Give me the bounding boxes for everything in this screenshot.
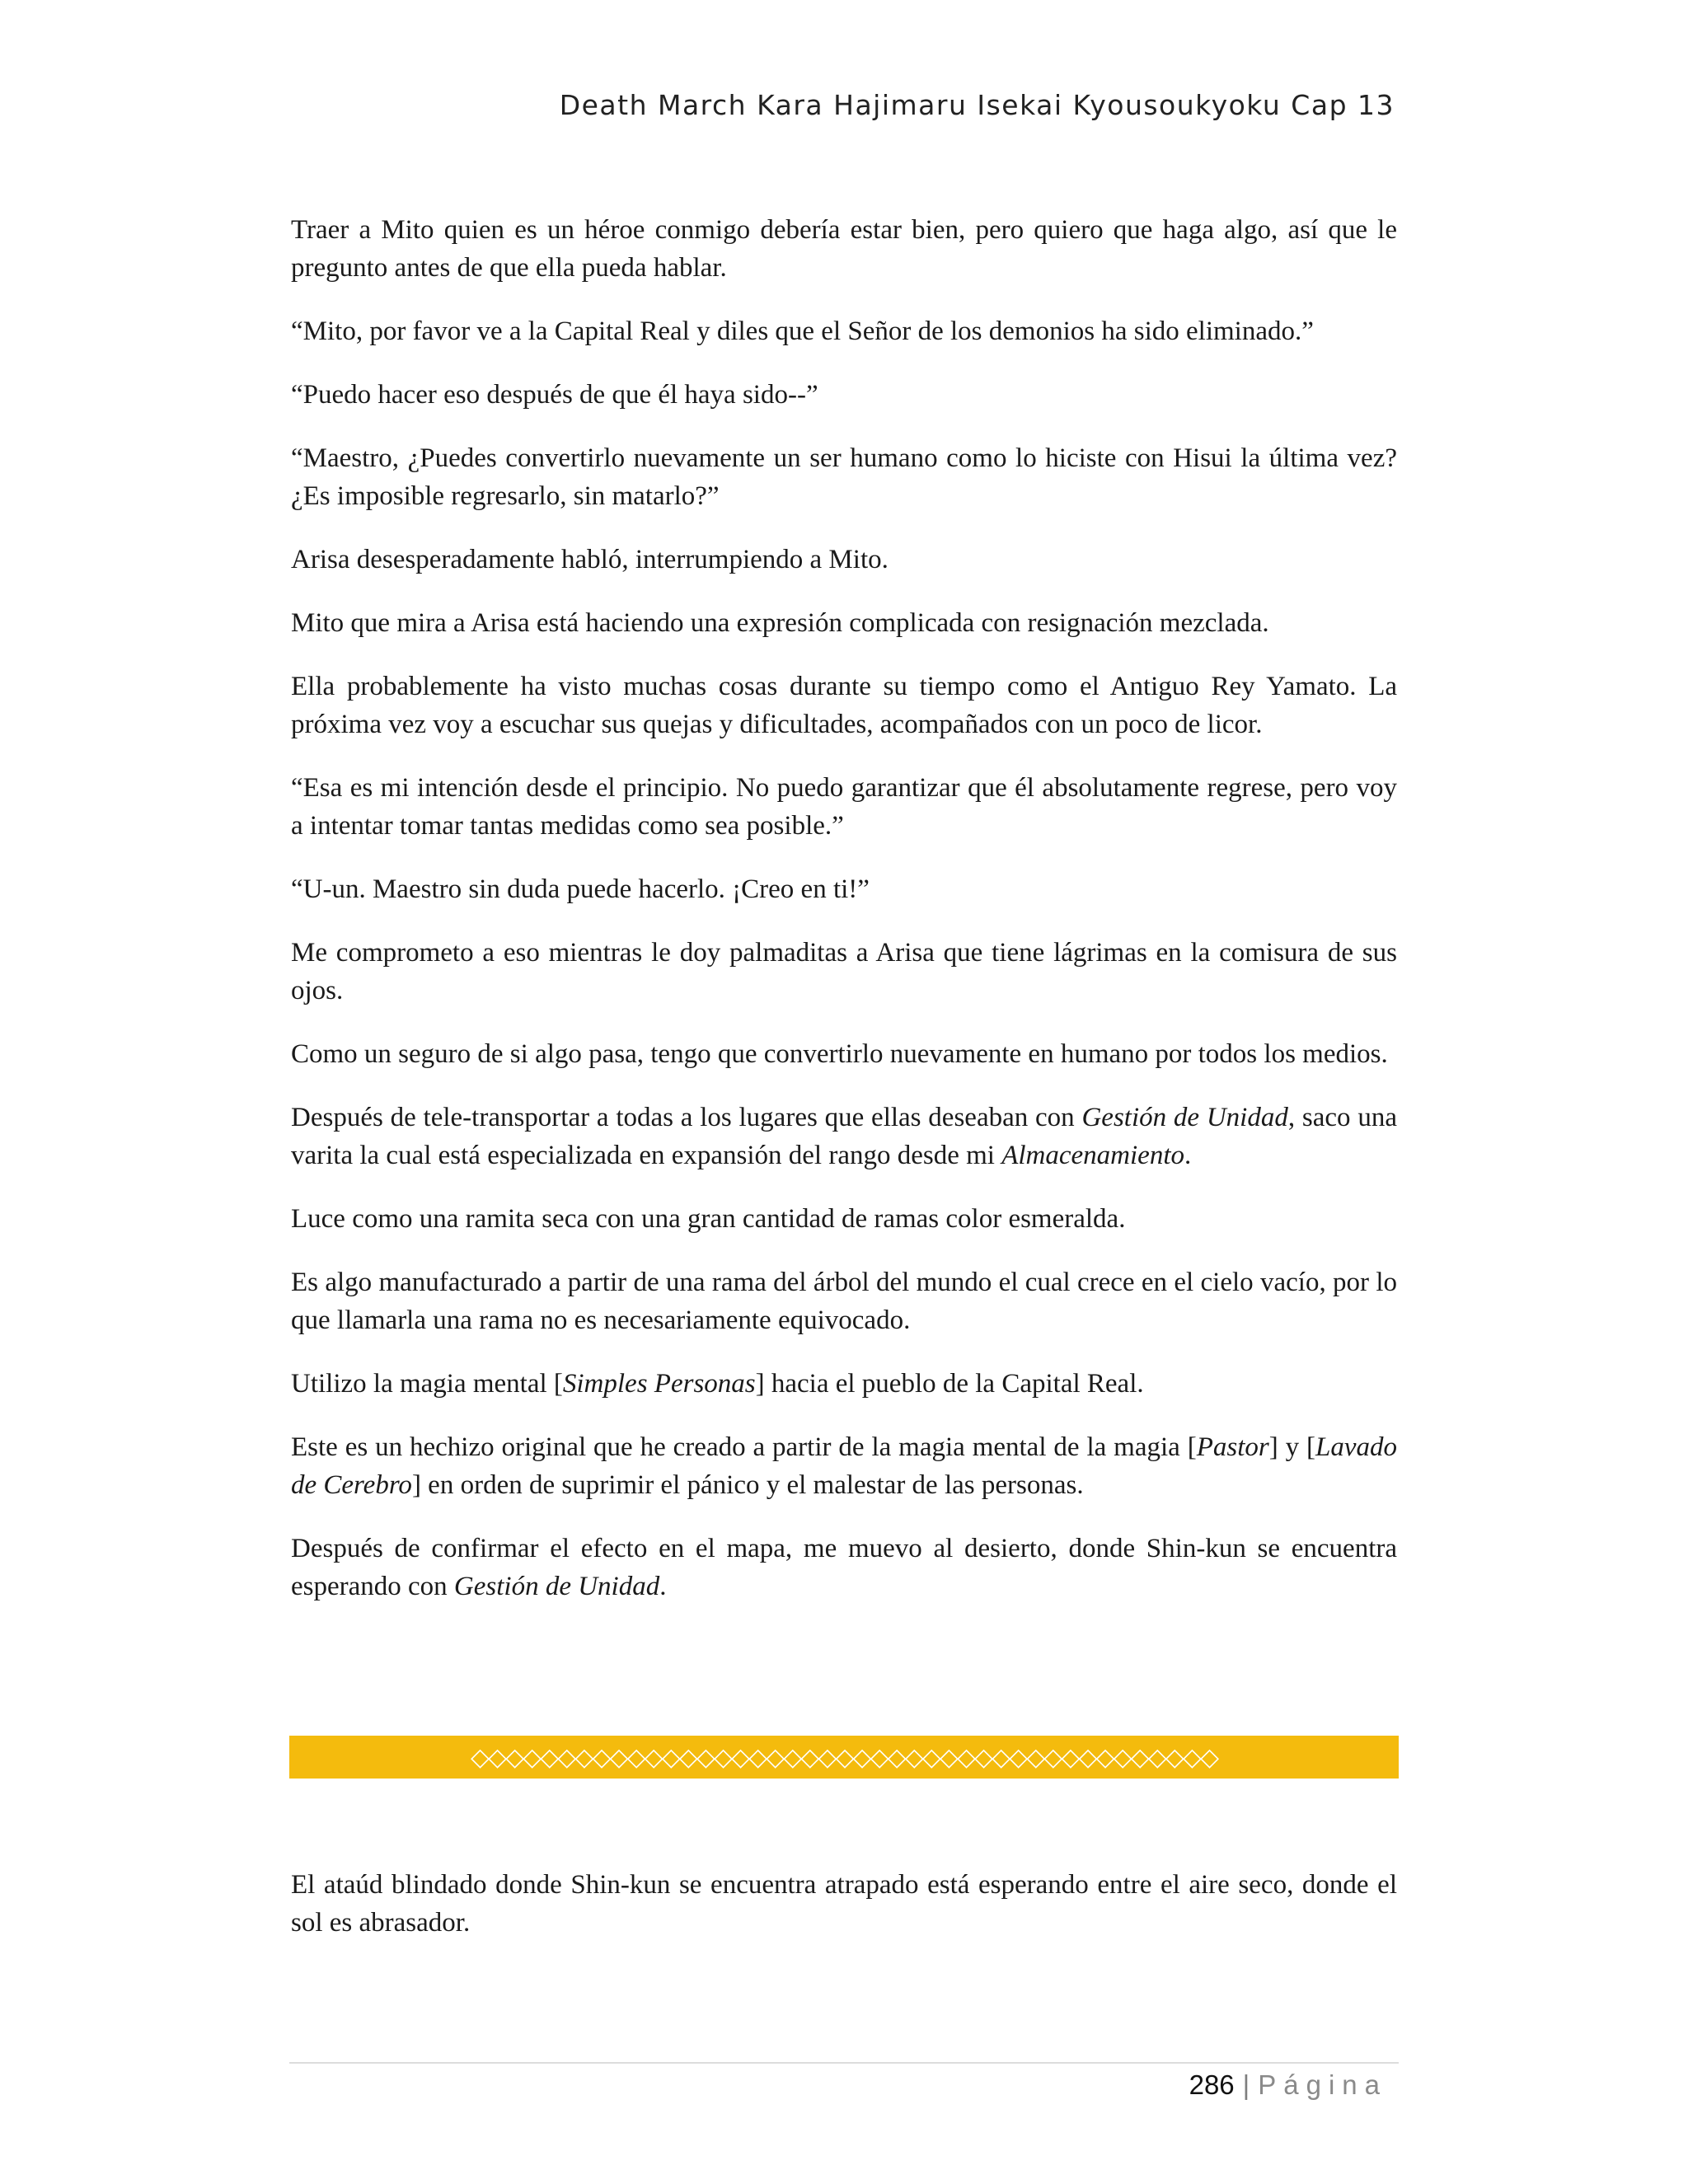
text-run: ] en orden de suprimir el pánico y el malestar de las personas. (411, 1470, 1084, 1500)
running-header: Death March Kara Hajimaru Isekai Kyousoukyoku Cap 13 (559, 89, 1395, 121)
paragraph (291, 1099, 1397, 1174)
paragraph (291, 1866, 1397, 1942)
page-footer (1189, 2069, 1387, 2101)
text-run: “U-un. Maestro sin duda puede hacerlo. ¡Creo en ti!” (291, 874, 870, 904)
chapter-body-continued (291, 1866, 1397, 1942)
text-run: ] hacia el pueblo de la Capital Real. (755, 1369, 1144, 1399)
text-run: Después de confirmar el efecto en el mapa, me muevo al desierto, donde Shin-kun se encuentra esperando con (291, 1534, 1397, 1601)
text-run: Utilizo la magia mental [ (291, 1369, 563, 1399)
page-number: 286 (1189, 2069, 1235, 2100)
italic-text: Simples Personas (562, 1369, 756, 1399)
paragraph (291, 934, 1397, 1010)
scene-break-divider: ◇◇◇◇◇◇◇◇◇◇◇◇◇◇◇◇◇◇◇◇◇◇◇◇◇◇◇◇◇◇◇◇◇◇◇◇◇◇◇◇◇◇◇ (289, 1736, 1399, 1779)
italic-text: Almacenamiento (1001, 1141, 1184, 1170)
italic-text: Gestión de Unidad (1081, 1103, 1288, 1132)
text-run: ] y [ (1268, 1432, 1315, 1462)
paragraph (291, 312, 1397, 350)
italic-text: Lavado de Cerebro (291, 1432, 1397, 1500)
paragraph (291, 870, 1397, 908)
page-label: Página (1258, 2069, 1387, 2100)
text-run: . (659, 1572, 667, 1601)
text-run: “Mito, por favor ve a la Capital Real y diles que el Señor de los demonios ha sido eliminado.” (291, 316, 1314, 346)
paragraph (291, 1263, 1397, 1339)
paragraph (291, 1200, 1397, 1238)
text-run: Luce como una ramita seca con una gran cantidad de ramas color esmeralda. (291, 1204, 1126, 1234)
paragraph (291, 439, 1397, 515)
paragraph (291, 211, 1397, 287)
text-run: Ella probablemente ha visto muchas cosas durante su tiempo como el Antiguo Rey Yamato. La próxima vez voy a escuchar sus quejas y dificultades, acompañados con un poco de licor. (291, 672, 1397, 739)
text-run: “Esa es mi intención desde el principio. No puedo garantizar que él absolutamente regrese, pero voy a intentar tomar tantas medidas como sea posible.” (291, 773, 1397, 841)
paragraph (291, 1365, 1397, 1403)
paragraph (291, 1035, 1397, 1073)
text-run: , saco una varita la cual está especializada en expansión del rango desde mi (291, 1103, 1397, 1170)
italic-text: Pastor (1196, 1432, 1269, 1462)
paragraph (291, 668, 1397, 743)
paragraph (291, 541, 1397, 579)
text-run: Arisa desesperadamente habló, interrumpiendo a Mito. (291, 545, 889, 574)
footer-rule (289, 2062, 1399, 2064)
paragraph (291, 604, 1397, 642)
chapter-body (291, 211, 1397, 1631)
italic-text: Gestión de Unidad (453, 1572, 660, 1601)
text-run: El ataúd blindado donde Shin-kun se encuentra atrapado está esperando entre el aire seco, donde el sol es abrasador. (291, 1870, 1397, 1938)
text-run: Es algo manufacturado a partir de una rama del árbol del mundo el cual crece en el cielo vacío, por lo que llamarla una rama no es necesariamente equivocado. (291, 1268, 1397, 1335)
text-run: Traer a Mito quien es un héroe conmigo debería estar bien, pero quiero que haga algo, así que le pregunto antes de que ella pueda hablar. (291, 215, 1397, 283)
text-run: Después de tele-transportar a todas a los lugares que ellas deseaban con (291, 1103, 1082, 1132)
text-run: Como un seguro de si algo pasa, tengo que convertirlo nuevamente en humano por todos los medios. (291, 1039, 1388, 1069)
text-run: Me comprometo a eso mientras le doy palmaditas a Arisa que tiene lágrimas en la comisura de sus ojos. (291, 938, 1397, 1005)
text-run: Este es un hechizo original que he creado a partir de la magia mental de la magia [ (291, 1432, 1197, 1462)
paragraph (291, 1428, 1397, 1504)
text-run: “Maestro, ¿Puedes convertirlo nuevamente un ser humano como lo hiciste con Hisui la última vez? ¿Es imposible regresarlo, sin matarlo?” (291, 443, 1397, 511)
text-run: “Puedo hacer eso después de que él haya sido--” (291, 380, 818, 410)
paragraph (291, 376, 1397, 414)
paragraph (291, 1530, 1397, 1605)
text-run: Mito que mira a Arisa está haciendo una expresión complicada con resignación mezclada. (291, 608, 1269, 638)
paragraph (291, 769, 1397, 845)
text-run: . (1184, 1141, 1192, 1170)
footer-divider: | (1242, 2069, 1250, 2100)
